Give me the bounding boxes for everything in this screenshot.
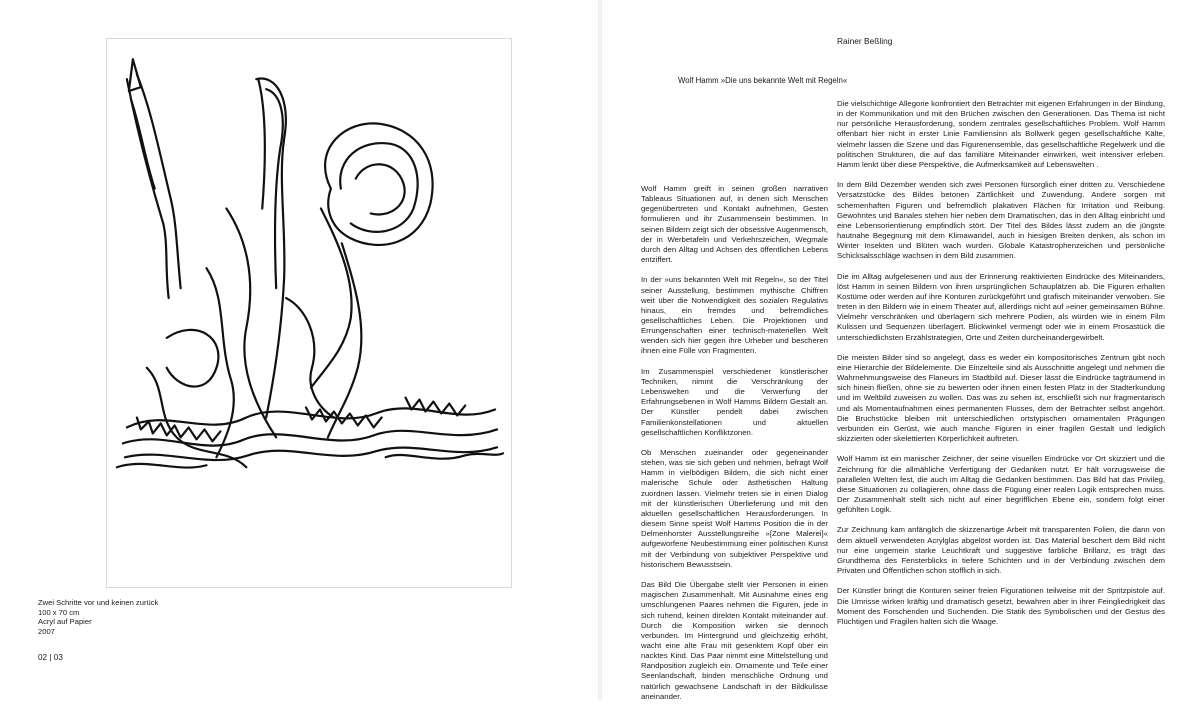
caption-medium: Acryl auf Papier — [38, 617, 92, 627]
text-column-left — [641, 184, 828, 712]
text-column-right — [837, 99, 1165, 637]
author-name: Rainer Beßling — [837, 36, 893, 46]
caption-year: 2007 — [38, 626, 55, 636]
line-drawing — [107, 39, 511, 587]
paragraph: Ob Menschen zueinander oder gegeneinander stehen, was sie sich geben und nehmen, befragt Wolf Hamm in vielbödigen Bildern, die sich nicht einer malerische Schule oder ästhetischen Haltung zuordnen lassen. Vielmehr treten sie in einen Dialog mit der künstlerischen Überlieferung und mit den aktuellen gesellschaftlichen Herausforderungen. In diesem Sinne speist Wolf Hamms Position die in der Delmenhorster Ausstellungsreihe »[Zone Malerei]« aufgeworfene Neubestimmung einer politischen Kunst mit der Verbindung von subjektiver Perspektive und historischem Bewusstsein. — [641, 448, 828, 569]
paragraph: In dem Bild Dezember wenden sich zwei Personen fürsorglich einer dritten zu. Verschiedene Versatzstücke des Bildes betonen Zärtlichkeit und Zuwendung. Andere sorgen mit schemenhaften Figuren und befremdlich plakativen Flächen für Irritation und Reibung. Gewohntes und Banales stehen hier neben dem Dramatischen, das in den Alltag einbricht und eine Lebensorientierung empfindlich stört. Der Titel des Bildes lässt zudem an die jüngste hautnahe Begegnung mit dem Klimawandel, auch in hiesigen Breiten denken, als schon im Winter Insekten und Blüten wach wurden. Globale Katastrophenzeichen und persönliche Schicksalsschläge wachsen in dem Bild zusammen. — [837, 180, 1165, 261]
artwork-image — [106, 38, 512, 588]
paragraph: Die vielschichtige Allegorie konfrontiert den Betrachter mit eigenen Erfahrungen in der Bindung, in der Kommunikation und mit den Brüchen zwischen den Generationen. Das Thema ist nicht nur persönliche Herausforderung, sondern zentrales gesellschaftliches Problem. Wolf Hamm offenbart hier nicht in erster Linie Familiensinn als Bollwerk gegen gesellschaftliche Kälte, vielmehr lassen die Szene und das Figurenensemble, das gesellschaftliche Regelwerk und die politischen Strukturen, die auf das familiäre Miteinander einwirken, weit intensiver erleben. Hamm lenkt über diese Perspektive, die Aufmerksamkeit auf Lebenswelten . — [837, 99, 1165, 169]
paragraph: Das Bild Die Übergabe stellt vier Personen in einen magischen Zusammenhalt. Mit Ausnahme eines eng umschlungenen Paares nehmen die Figuren, jede in sich ruhend, keinen direkten Kontakt miteinander auf. Durch die Komposition wirken sie dennoch verbunden. Im Hintergrund und gleichzeitig erhöht, wacht eine alte Frau mit gesenktem Kopf über ein nacktes Kind. Das Paar nimmt eine Mittelstellung und Randposition zugleich ein. Ornamente und Teile einer Seenlandschaft, binden menschliche Ordnung und natürlich gewachsene Landschaft in der Bildkulisse aneinander. — [641, 580, 828, 701]
paragraph: Die meisten Bilder sind so angelegt, dass es weder ein kompositorisches Zentrum gibt noch eine Hierarchie der Bildelemente. Die Einzelteile sind als Ausschnitte angelegt und nehmen die Wahrnehmungsweise des Flaneurs im Stadtbild auf. Dieser lässt die Eindrücke tagträumend in sich hinein fließen, ohne sie zu bewerten oder ihnen einen festen Platz in der Stadterkundung und im Weltbild zuweisen zu wollen. Das was zu sehen ist, erschließt sich nur fragmentarisch und als Momentaufnahmen eines permanenten Flusses, dem der Betrachter selbst angehört. Die Bruchstücke bleiben mit unterschiedlichen ortstypischen ornamentalen Prägungen verbunden ein Gerüst, wie auch manche Figuren in einer fragilen Gestalt und lediglich skizzierten oder skelettierten Körperlichkeit auftreten. — [837, 352, 1165, 444]
paragraph: Der Künstler bringt die Konturen seiner freien Figurationen teilweise mit der Spritzpistole auf. Die Umrisse wirken kräftig und dramatisch gesetzt, bewahren aber in ihrer Feingliedrigkeit das Moment des Forschenden und Suchenden. Die Statik des Symbolischen und der Gestus des Flüchtigen und Fragilen halten sich die Waage. — [837, 586, 1165, 626]
caption-title: Zwei Schritte vor und keinen zurück — [38, 598, 159, 607]
paragraph: Die im Alltag aufgelesenen und aus der Erinnerung reaktivierten Eindrücke des Miteinanders, löst Hamm in seinen Bildern von ihren ursprünglichen Schauplätzen ab. Die Figuren erhalten Kostüme oder werden auf ihre Konturen zurückgeführt und grafisch miteinander verwoben. Sie treten in den Bildern wie in einem Theater auf, allerdings nicht auf »einer gemeinsamen Bühne. Vielmehr verschränken und überlagern sich mehrere Podien, als würden wie in einem Film Kulissen und Sequenzen überlagert. Blickwinkel vermengt oder wie in einem Prosastück die unterschiedlichsten Erzählstrategien, Orte und Zeiten durcheinandergewirbelt. — [837, 271, 1165, 342]
page-numbers: 02 | 03 — [38, 653, 63, 662]
caption-dimensions: 100 x 70 cm — [38, 607, 80, 617]
paragraph: Zur Zeichnung kam anfänglich die skizzenartige Arbeit mit transparenten Folien, die dann von dem aktuell verwendeten Acrylglas abgelöst worden ist. Das Material beschert dem Bild nicht nur eine ungemein starke Leuchtkraft und suggestive farbliche Brillanz, es trägt das Grundthema des Fensterblicks in tiefere Schichten und in der Verbindung zwischen dem Privaten und Öffentlichen schon stofflich in sich. — [837, 525, 1165, 576]
paragraph: Wolf Hamm ist ein manischer Zeichner, der seine visuellen Eindrücke vor Ort skizziert und die Zeichnung für die allmähliche Verfertigung der Gedanken nutzt. Er hält vorzugsweise die parallelen Welten fest, die auch im Alltag die Gedanken bestimmen. Das Bild hat das Privileg, diese Situationen zu collagieren, ohne dass die Fügung einer realen Logik entsprechen muss. Der Zusammenhalt stellt sich nicht auf einer begrifflichen Ebene ein, sondern folgt einer gefühlten Logik. — [837, 454, 1165, 515]
paragraph: Im Zusammenspiel verschiedener künstlerischer Techniken, nimmt die Verschränkung der Lebenswelten und die Verwerfung der Erfahrungsebenen in Wolf Hamms Bildern Gestalt an. Der Künstler pendelt dabei zwischen Familienkonstellationen und aktuellen gesellschaftlichen Konfliktzonen. — [641, 366, 828, 437]
book-gutter — [598, 0, 602, 700]
artwork-caption — [38, 598, 298, 636]
paragraph: Wolf Hamm greift in seinen großen narrativen Tableaus Situationen auf, in denen sich Menschen gegenübertreten und Kontakt aufnehmen, Gesten formulieren und ihr Zusammensein bestimmen. In seinen Bildern zeigt sich der obsessive Augenmensch, der in Werbetafeln und Verkehrszeichen, Wegmale durch den Alltag und Achsen des öffentlichen Lebens entziffert. — [641, 184, 828, 265]
essay-title: Wolf Hamm »Die uns bekannte Welt mit Regeln« — [678, 76, 848, 85]
paragraph: In der »uns bekannten Welt mit Regeln«, so der Titel seiner Ausstellung, bestimmen mythische Chiffren weit über die Notwendigkeit des sozialen Regulativs hinaus, ein fremdes und befremdliches gesellschaftliches Leben. Die Projektionen und Errungenschaften einer technisch-materiellen Welt wenden sich hier gegen ihre Urheber und bescheren ihnen eine Fülle von Fragmenten. — [641, 275, 828, 356]
